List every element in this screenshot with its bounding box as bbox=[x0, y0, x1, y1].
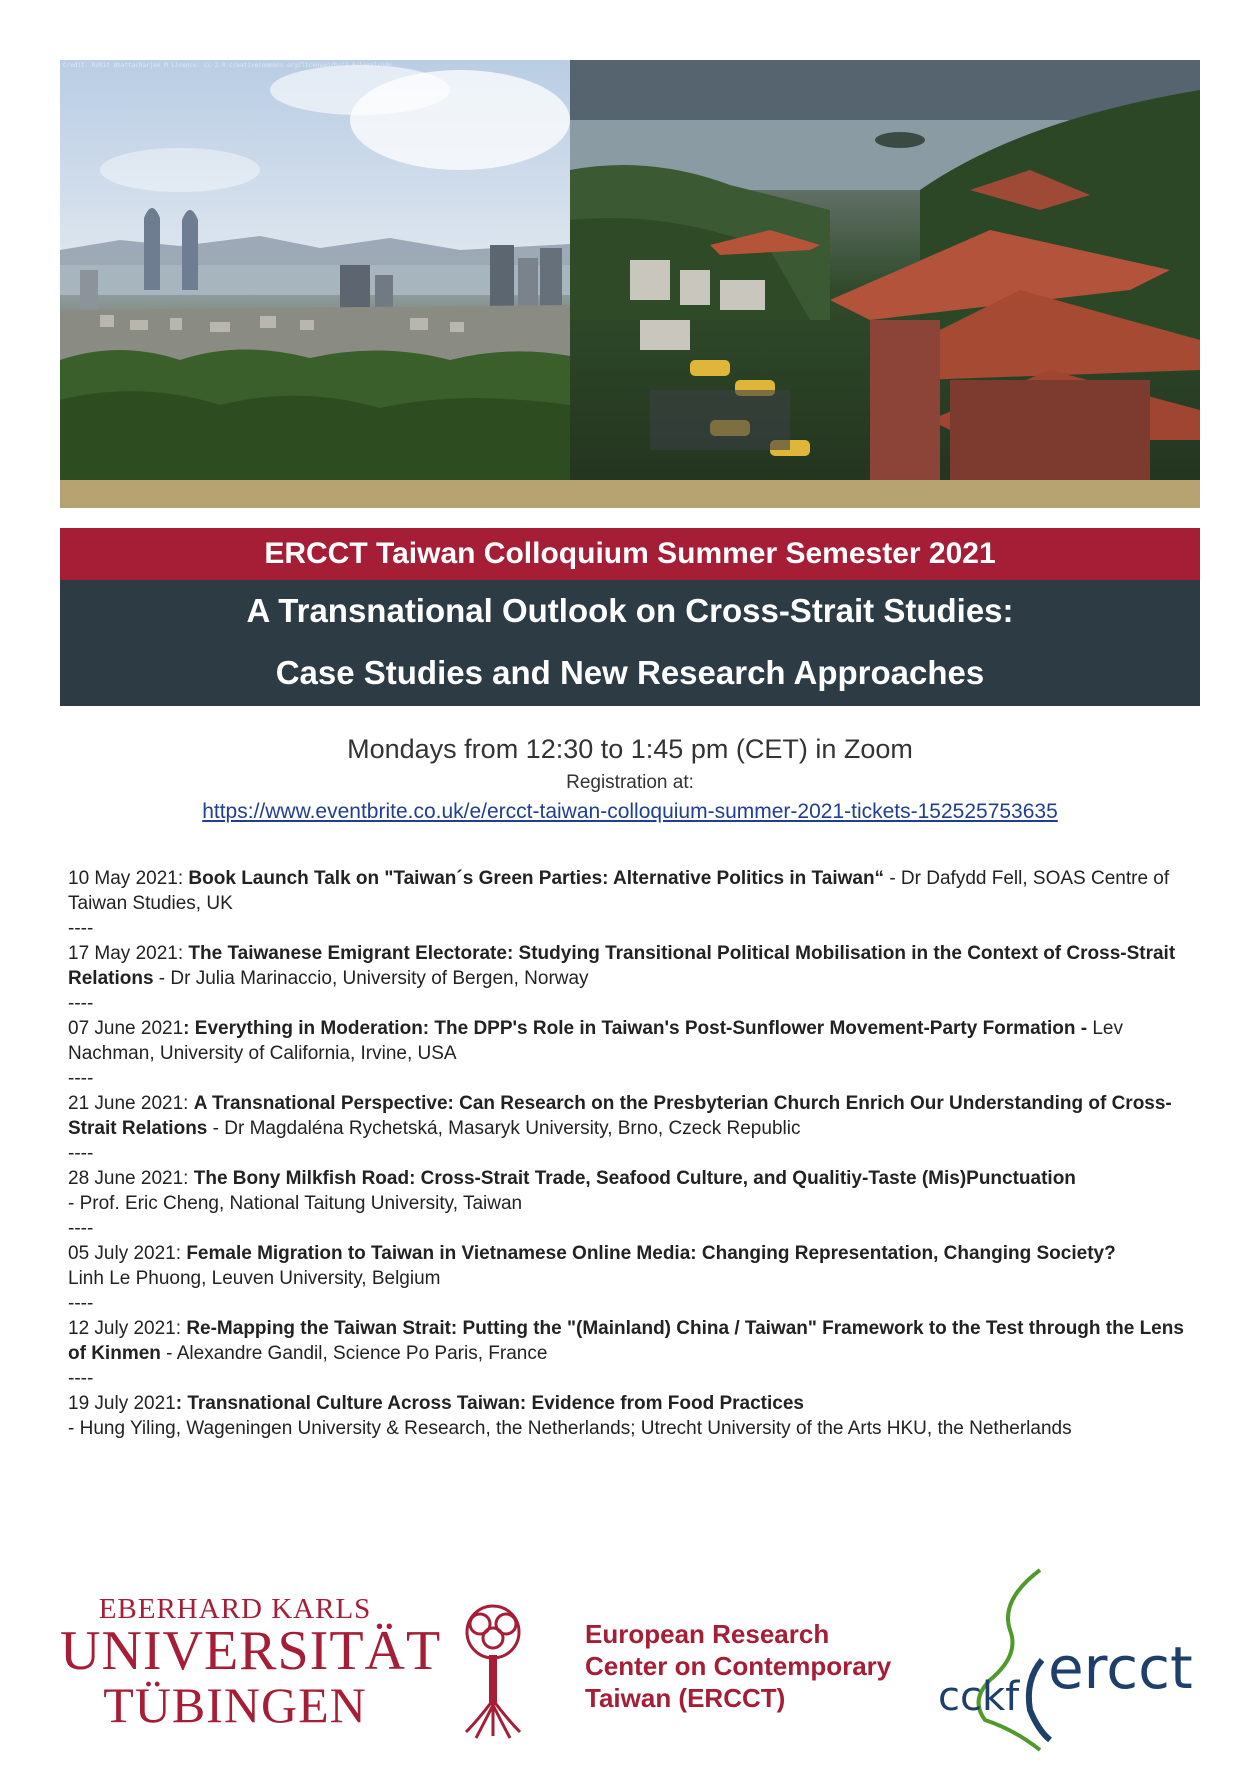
event-separator: ---- bbox=[68, 1368, 94, 1389]
event-item bbox=[68, 1316, 1198, 1366]
event-item bbox=[68, 866, 1198, 916]
university-tuebingen-logo bbox=[60, 1593, 442, 1733]
cckf-text: cckf bbox=[938, 1674, 1020, 1720]
ercct-name bbox=[585, 1618, 915, 1714]
temple-illustration bbox=[570, 60, 1200, 480]
event-speaker: - Dr Julia Marinaccio, University of Bergen, Norway bbox=[153, 968, 589, 989]
city-skyline-illustration bbox=[60, 60, 570, 480]
gold-divider-band bbox=[60, 480, 1200, 508]
event-date: 07 June 2021 bbox=[68, 1018, 184, 1039]
temple-photo bbox=[570, 60, 1200, 480]
ercct-text: ercct bbox=[1048, 1634, 1193, 1702]
colloquium-title bbox=[60, 580, 1200, 706]
series-title: ERCCT Taiwan Colloquium Summer Semester 2021 bbox=[60, 528, 1200, 580]
event-title: Female Migration to Taiwan in Vietnamese Online Media: Changing Representation, Changing Society? bbox=[186, 1243, 1116, 1264]
event-separator: ---- bbox=[68, 1068, 94, 1089]
event-date: 21 June 2021: bbox=[68, 1093, 189, 1114]
event-speaker: Linh Le Phuong, Leuven University, Belgium bbox=[68, 1268, 441, 1289]
registration-link[interactable]: https://www.eventbrite.co.uk/e/ercct-taiwan-colloquium-summer-2021-tickets-152525753635 bbox=[202, 800, 1058, 823]
event-item bbox=[68, 1391, 1198, 1441]
ercct-line-1: European Research bbox=[585, 1619, 830, 1649]
event-item bbox=[68, 1016, 1198, 1066]
event-title: A Transnational Perspective: Can Research on the Presbyterian Church Enrich Our Understanding of Cross-Strait Relations bbox=[68, 1093, 1172, 1139]
event-speaker: - Prof. Eric Cheng, National Taitung University, Taiwan bbox=[68, 1193, 523, 1214]
event-separator: ---- bbox=[68, 1143, 94, 1164]
event-item bbox=[68, 1166, 1198, 1216]
ercct-line-2: Center on Contemporary bbox=[585, 1651, 892, 1681]
event-list bbox=[68, 866, 1198, 1441]
registration-label: Registration at: bbox=[566, 772, 694, 793]
cckf-ercct-logo bbox=[930, 1560, 1210, 1760]
uni-line-2: UNIVERSITÄT bbox=[60, 1620, 442, 1682]
event-item bbox=[68, 1241, 1198, 1291]
title-line-2: Case Studies and New Research Approaches bbox=[275, 654, 985, 691]
event-speaker: - Hung Yiling, Wageningen University & Research, the Netherlands; Utrecht University of the Arts HKU, the Netherlands bbox=[68, 1418, 1072, 1439]
title-line-1: A Transnational Outlook on Cross-Strait Studies: bbox=[246, 592, 1014, 629]
event-speaker: - Dr Magdaléna Rychetská, Masaryk University, Brno, Czeck Republic bbox=[207, 1118, 801, 1139]
event-item bbox=[68, 1091, 1198, 1141]
event-title: Book Launch Talk on "Taiwan´s Green Parties: Alternative Politics in Taiwan“ bbox=[188, 868, 885, 889]
uni-line-3: TÜBINGEN bbox=[103, 1677, 367, 1733]
photo-credit: Credit: Rohit Bhattacharjee M Licence: cc 2.0 creativecommons.org/licenses/by/2.0/legalcode bbox=[63, 62, 392, 69]
event-title: The Bony Milkfish Road: Cross-Strait Trade, Seafood Culture, and Qualitiy-Taste (Mis)Punctuation bbox=[193, 1168, 1076, 1189]
event-date: 28 June 2021: bbox=[68, 1168, 189, 1189]
event-separator: ---- bbox=[68, 993, 94, 1014]
event-title: The Taiwanese Emigrant Electorate: Studying Transitional Political Mobilisation in the Context of Cross-Strait Relations bbox=[68, 943, 1176, 989]
event-separator: ---- bbox=[68, 918, 94, 939]
event-date: 17 May 2021: bbox=[68, 943, 184, 964]
schedule-text: Mondays from 12:30 to 1:45 pm (CET) in Zoom bbox=[347, 734, 913, 764]
event-speaker: - Dr Dafydd Fell, SOAS Centre of Taiwan Studies, UK bbox=[68, 868, 1170, 914]
ercct-line-3: Taiwan (ERCCT) bbox=[585, 1683, 786, 1713]
event-date: 10 May 2021: bbox=[68, 868, 184, 889]
event-date: 05 July 2021: bbox=[68, 1243, 182, 1264]
city-skyline-photo bbox=[60, 60, 570, 480]
event-speaker: - Alexandre Gandil, Science Po Paris, France bbox=[160, 1343, 548, 1364]
event-speaker: Lev Nachman, University of California, Irvine, USA bbox=[68, 1018, 1123, 1064]
event-title: Re-Mapping the Taiwan Strait: Putting the "(Mainland) China / Taiwan" Framework to the Test through the Lens of Kinmen bbox=[68, 1318, 1184, 1364]
event-title: : Everything in Moderation: The DPP's Role in Taiwan's Post-Sunflower Movement-Party Formation - bbox=[183, 1018, 1088, 1039]
uni-line-1: EBERHARD KARLS bbox=[98, 1593, 372, 1625]
event-separator: ---- bbox=[68, 1218, 94, 1239]
tree-emblem-icon bbox=[458, 1600, 528, 1740]
hero-photos bbox=[60, 60, 1200, 480]
event-date: 19 July 2021 bbox=[68, 1393, 176, 1414]
event-item bbox=[68, 941, 1198, 991]
event-title: : Transnational Culture Across Taiwan: Evidence from Food Practices bbox=[175, 1393, 804, 1414]
event-date: 12 July 2021: bbox=[68, 1318, 182, 1339]
event-separator: ---- bbox=[68, 1293, 94, 1314]
